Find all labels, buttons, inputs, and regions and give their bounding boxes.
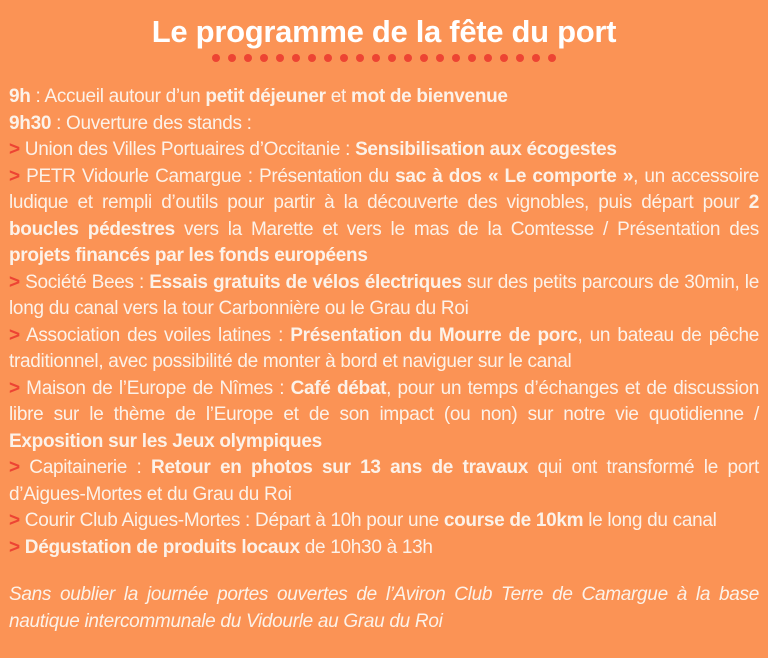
dot bbox=[356, 54, 364, 62]
schedule-item bbox=[9, 164, 759, 270]
schedule-list bbox=[9, 84, 759, 561]
highlight-text: Sensibilisation aux écogestes bbox=[355, 139, 617, 160]
dot bbox=[468, 54, 476, 62]
flyer-header bbox=[0, 14, 768, 67]
arrow-bullet: > bbox=[9, 510, 20, 531]
body-text: , un bateau de pêche traditionnel, avec possibilité de monter à bord et naviguer sur le canal bbox=[9, 324, 759, 372]
footer-note: Sans oublier la journée portes ouvertes de l’Aviron Club Terre de Camargue à la base nautique intercommunale du Vidourle au Grau du Roi bbox=[9, 584, 759, 632]
arrow-bullet: > bbox=[9, 139, 20, 160]
body-text: Capitainerie : bbox=[19, 457, 152, 478]
highlight-text: 9h bbox=[9, 86, 31, 107]
dot bbox=[516, 54, 524, 62]
schedule-item bbox=[9, 137, 759, 164]
schedule-item bbox=[9, 376, 759, 456]
highlight-text: 2 boucles pédestres bbox=[9, 192, 759, 240]
body-text: , pour un temps d’échanges et de discussion libre sur le thème de l’Europe et de son impact (ou non) sur notre vie quotidienne / bbox=[9, 377, 759, 425]
dot bbox=[372, 54, 380, 62]
body-text: , un accessoire ludique et rempli d’outils pour partir à la découverte des vignobles, puis départ pour bbox=[9, 165, 759, 213]
highlight-text: Essais gratuits de vélos électriques bbox=[149, 271, 462, 293]
dot bbox=[452, 54, 460, 62]
arrow-bullet: > bbox=[9, 536, 20, 558]
arrow-bullet: > bbox=[9, 165, 20, 187]
body-text: vers la Marette et vers le mas de la Comtesse / Présentation des bbox=[174, 218, 759, 240]
dot bbox=[260, 54, 268, 62]
highlight-text: 9h30 bbox=[9, 112, 52, 134]
schedule-item bbox=[9, 323, 759, 376]
dot bbox=[212, 54, 220, 62]
highlight-text: Dégustation de produits locaux bbox=[24, 536, 300, 558]
body-text: : Accueil autour d’un bbox=[30, 86, 206, 107]
body-text: Maison de l’Europe de Nîmes : bbox=[19, 377, 291, 399]
dot bbox=[244, 54, 252, 62]
dot bbox=[484, 54, 492, 62]
flyer bbox=[0, 14, 768, 658]
body-text: Courir Club Aigues-Mortes : Départ à 10h pour une bbox=[19, 510, 444, 531]
schedule-item bbox=[9, 270, 759, 323]
dot bbox=[276, 54, 284, 62]
body-text: le long du canal bbox=[583, 510, 717, 531]
body-text: PETR Vidourle Camargue : Présentation du bbox=[19, 165, 396, 187]
dot bbox=[308, 54, 316, 62]
dot bbox=[292, 54, 300, 62]
highlight-text: Café débat bbox=[290, 377, 387, 399]
highlight-text: petit déjeuner bbox=[205, 86, 326, 107]
dot bbox=[228, 54, 236, 62]
dot bbox=[388, 54, 396, 62]
body-text: : Ouverture des stands : bbox=[51, 112, 252, 134]
highlight-text: Retour en photos sur 13 ans de travaux bbox=[151, 457, 529, 478]
dotted-divider bbox=[0, 54, 768, 67]
schedule-item bbox=[9, 455, 759, 508]
body-text: Société Bees : bbox=[19, 271, 150, 293]
highlight-text: projets financés par les fonds européens bbox=[9, 245, 368, 266]
body-text: Association des voiles latines : bbox=[19, 324, 291, 346]
dot bbox=[340, 54, 348, 62]
schedule-item bbox=[9, 508, 759, 535]
flyer-page bbox=[0, 14, 768, 658]
highlight-text: Présentation du Mourre de porc bbox=[290, 324, 578, 346]
schedule-item bbox=[9, 535, 759, 562]
highlight-text: course de 10km bbox=[443, 510, 584, 531]
dot bbox=[436, 54, 444, 62]
dot bbox=[500, 54, 508, 62]
dot bbox=[532, 54, 540, 62]
body-text: Union des Villes Portuaires d’Occitanie : bbox=[19, 139, 356, 160]
body-text: de 10h30 à 13h bbox=[299, 536, 433, 558]
schedule-item bbox=[9, 84, 759, 111]
arrow-bullet: > bbox=[9, 457, 20, 478]
highlight-text: Exposition sur les Jeux olympiques bbox=[9, 430, 322, 452]
arrow-bullet: > bbox=[9, 271, 20, 293]
body-text: et bbox=[325, 86, 351, 107]
body-text: qui ont transformé le port d’Aigues-Mortes et du Grau du Roi bbox=[9, 457, 759, 505]
highlight-text: mot de bienvenue bbox=[350, 86, 508, 107]
arrow-bullet: > bbox=[9, 324, 20, 346]
highlight-text: sac à dos « Le comporte » bbox=[395, 165, 634, 187]
schedule-item bbox=[9, 111, 759, 138]
dot bbox=[324, 54, 332, 62]
dot bbox=[420, 54, 428, 62]
dot bbox=[404, 54, 412, 62]
arrow-bullet: > bbox=[9, 377, 20, 399]
body-text: sur des petits parcours de 30min, le long du canal vers la tour Carbonnière ou le Grau du Roi bbox=[9, 271, 759, 319]
page-title: Le programme de la fête du port bbox=[151, 14, 617, 49]
dot bbox=[548, 54, 556, 62]
